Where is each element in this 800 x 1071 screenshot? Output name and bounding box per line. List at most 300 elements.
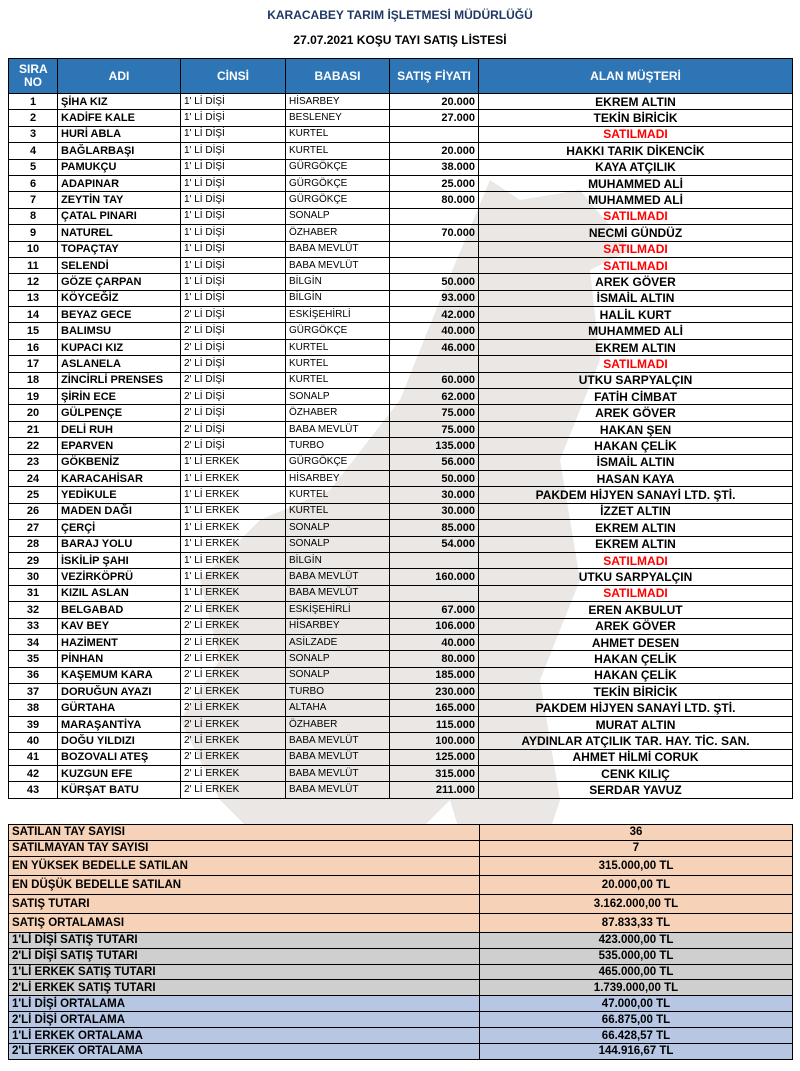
summary-row [9, 1044, 793, 1060]
cell-customer: AHMET HİLMİ CORUK [479, 749, 793, 765]
cell-type: 2' Lİ ERKEK [181, 766, 286, 782]
cell-father: BABA MEVLÜT [286, 257, 390, 273]
col-header-customer: ALAN MÜŞTERİ [479, 59, 793, 94]
cell-name: BARAJ YOLU [58, 536, 181, 552]
summary-value: 144.916,67 TL [480, 1044, 793, 1060]
cell-price: 125.000 [390, 749, 479, 765]
cell-name: ZİNCİRLİ PRENSES [58, 372, 181, 388]
table-row [9, 241, 793, 257]
cell-price: 40.000 [390, 634, 479, 650]
cell-customer: HAKKI TARIK DİKENCİK [479, 143, 793, 159]
cell-type: 1' Lİ ERKEK [181, 569, 286, 585]
cell-father: KURTEL [286, 339, 390, 355]
table-row [9, 339, 793, 355]
table-row [9, 733, 793, 749]
col-header-father: BABASI [286, 59, 390, 94]
cell-price: 85.000 [390, 520, 479, 536]
cell-type: 2' Lİ DİŞİ [181, 339, 286, 355]
cell-customer: EKREM ALTIN [479, 94, 793, 110]
cell-type: 2' Lİ DİŞİ [181, 421, 286, 437]
cell-name: KAV BEY [58, 618, 181, 634]
cell-father: SONALP [286, 520, 390, 536]
table-row [9, 651, 793, 667]
cell-type: 1' Lİ DİŞİ [181, 290, 286, 306]
cell-price: 135.000 [390, 438, 479, 454]
cell-name: ZEYTİN TAY [58, 192, 181, 208]
cell-no: 30 [9, 569, 58, 585]
cell-no: 35 [9, 651, 58, 667]
cell-father: GÜRGÖKÇE [286, 159, 390, 175]
cell-type: 1' Lİ ERKEK [181, 487, 286, 503]
table-row [9, 782, 793, 798]
cell-father: KURTEL [286, 372, 390, 388]
summary-table [8, 824, 793, 1060]
cell-type: 1' Lİ DİŞİ [181, 192, 286, 208]
cell-father: KURTEL [286, 356, 390, 372]
table-row [9, 585, 793, 601]
summary-row [9, 1028, 793, 1044]
summary-row [9, 825, 793, 841]
cell-father: BABA MEVLÜT [286, 782, 390, 798]
summary-row [9, 875, 793, 894]
cell-no: 5 [9, 159, 58, 175]
summary-label: SATILMAYAN TAY SAYISI [9, 840, 480, 856]
cell-name: ÇERÇİ [58, 520, 181, 536]
cell-price: 100.000 [390, 733, 479, 749]
cell-customer: UTKU SARPYALÇIN [479, 569, 793, 585]
cell-father: KURTEL [286, 503, 390, 519]
summary-row [9, 932, 793, 948]
summary-value: 20.000,00 TL [480, 875, 793, 894]
table-row [9, 389, 793, 405]
cell-no: 8 [9, 208, 58, 224]
cell-type: 1' Lİ ERKEK [181, 536, 286, 552]
cell-type: 1' Lİ DİŞİ [181, 159, 286, 175]
cell-price: 67.000 [390, 602, 479, 618]
table-header-row [9, 59, 793, 94]
cell-price: 50.000 [390, 470, 479, 486]
cell-father: BİLGİN [286, 290, 390, 306]
cell-no: 19 [9, 389, 58, 405]
cell-type: 2' Lİ ERKEK [181, 651, 286, 667]
cell-name: KÜRŞAT BATU [58, 782, 181, 798]
cell-price: 75.000 [390, 405, 479, 421]
cell-price: 211.000 [390, 782, 479, 798]
cell-father: BESLENEY [286, 110, 390, 126]
cell-price: 30.000 [390, 487, 479, 503]
cell-no: 26 [9, 503, 58, 519]
cell-father: BABA MEVLÜT [286, 569, 390, 585]
cell-name: BEYAZ GECE [58, 307, 181, 323]
cell-no: 15 [9, 323, 58, 339]
table-row [9, 126, 793, 142]
table-row [9, 257, 793, 273]
table-body [9, 94, 793, 799]
cell-name: BELGABAD [58, 602, 181, 618]
table-row [9, 667, 793, 683]
table-row [9, 208, 793, 224]
cell-type: 2' Lİ ERKEK [181, 700, 286, 716]
cell-father: BABA MEVLÜT [286, 766, 390, 782]
cell-price [390, 257, 479, 273]
cell-type: 1' Lİ ERKEK [181, 454, 286, 470]
cell-father: HİSARBEY [286, 94, 390, 110]
summary-label: SATILAN TAY SAYISI [9, 825, 480, 841]
cell-price: 30.000 [390, 503, 479, 519]
summary-row [9, 840, 793, 856]
cell-price: 160.000 [390, 569, 479, 585]
cell-father: GÜRGÖKÇE [286, 175, 390, 191]
cell-father: GÜRGÖKÇE [286, 454, 390, 470]
cell-father: SONALP [286, 208, 390, 224]
cell-father: ASİLZADE [286, 634, 390, 650]
summary-value: 66.428,57 TL [480, 1028, 793, 1044]
cell-customer: SATILMADI [479, 208, 793, 224]
cell-price: 27.000 [390, 110, 479, 126]
summary-label: 2'Lİ DİŞİ SATIŞ TUTARI [9, 948, 480, 964]
cell-father: ÖZHABER [286, 716, 390, 732]
summary-value: 423.000,00 TL [480, 932, 793, 948]
cell-type: 2' Lİ DİŞİ [181, 438, 286, 454]
summary-row [9, 980, 793, 996]
cell-customer: EKREM ALTIN [479, 339, 793, 355]
cell-type: 2' Lİ ERKEK [181, 716, 286, 732]
cell-father: TURBO [286, 684, 390, 700]
cell-no: 16 [9, 339, 58, 355]
cell-type: 1' Lİ DİŞİ [181, 257, 286, 273]
cell-father: BABA MEVLÜT [286, 749, 390, 765]
cell-customer: HAKAN ŞEN [479, 421, 793, 437]
summary-label: SATIŞ TUTARI [9, 894, 480, 913]
cell-name: GÜRTAHA [58, 700, 181, 716]
cell-father: ESKİŞEHİRLİ [286, 307, 390, 323]
cell-customer: İSMAİL ALTIN [479, 290, 793, 306]
cell-customer: PAKDEM HİJYEN SANAYİ LTD. ŞTİ. [479, 700, 793, 716]
cell-name: KARACAHİSAR [58, 470, 181, 486]
cell-no: 28 [9, 536, 58, 552]
cell-price: 62.000 [390, 389, 479, 405]
cell-type: 2' Lİ DİŞİ [181, 356, 286, 372]
cell-father: SONALP [286, 536, 390, 552]
col-header-no [9, 59, 58, 94]
table-row [9, 94, 793, 110]
cell-type: 1' Lİ ERKEK [181, 503, 286, 519]
cell-name: SELENDİ [58, 257, 181, 273]
summary-value: 36 [480, 825, 793, 841]
cell-price: 80.000 [390, 651, 479, 667]
cell-type: 1' Lİ DİŞİ [181, 241, 286, 257]
table-row [9, 225, 793, 241]
cell-type: 1' Lİ DİŞİ [181, 274, 286, 290]
summary-value: 465.000,00 TL [480, 964, 793, 980]
cell-price [390, 585, 479, 601]
cell-customer: HALİL KURT [479, 307, 793, 323]
cell-name: BOZOVALI ATEŞ [58, 749, 181, 765]
table-row [9, 421, 793, 437]
cell-price: 20.000 [390, 143, 479, 159]
summary-label: 1'Lİ ERKEK SATIŞ TUTARI [9, 964, 480, 980]
sales-table [8, 58, 793, 799]
table-row [9, 503, 793, 519]
cell-customer: SATILMADI [479, 257, 793, 273]
cell-name: DORUĞUN AYAZI [58, 684, 181, 700]
table-row [9, 372, 793, 388]
cell-customer: PAKDEM HİJYEN SANAYİ LTD. ŞTİ. [479, 487, 793, 503]
cell-customer: MUHAMMED ALİ [479, 175, 793, 191]
cell-customer: HAKAN ÇELİK [479, 651, 793, 667]
cell-customer: SATILMADI [479, 356, 793, 372]
cell-name: KAŞEMUM KARA [58, 667, 181, 683]
cell-name: GÖZE ÇARPAN [58, 274, 181, 290]
cell-customer: KAYA ATÇILIK [479, 159, 793, 175]
table-row [9, 602, 793, 618]
cell-no: 39 [9, 716, 58, 732]
cell-no: 40 [9, 733, 58, 749]
cell-customer: HAKAN ÇELİK [479, 438, 793, 454]
summary-row [9, 913, 793, 932]
cell-no: 21 [9, 421, 58, 437]
cell-name: İSKİLİP ŞAHI [58, 552, 181, 568]
table-row [9, 159, 793, 175]
cell-name: HAZİMENT [58, 634, 181, 650]
cell-customer: AHMET DESEN [479, 634, 793, 650]
cell-customer: EKREM ALTIN [479, 536, 793, 552]
cell-father: HİSARBEY [286, 618, 390, 634]
cell-price: 80.000 [390, 192, 479, 208]
cell-name: VEZİRKÖPRÜ [58, 569, 181, 585]
cell-type: 1' Lİ DİŞİ [181, 225, 286, 241]
cell-price [390, 126, 479, 142]
cell-no: 4 [9, 143, 58, 159]
table-row [9, 618, 793, 634]
cell-no: 20 [9, 405, 58, 421]
cell-no: 37 [9, 684, 58, 700]
cell-type: 1' Lİ ERKEK [181, 470, 286, 486]
cell-price: 115.000 [390, 716, 479, 732]
cell-customer: İSMAİL ALTIN [479, 454, 793, 470]
cell-father: SONALP [286, 667, 390, 683]
cell-name: ADAPINAR [58, 175, 181, 191]
cell-name: BALIMSU [58, 323, 181, 339]
cell-father: TURBO [286, 438, 390, 454]
summary-row [9, 1012, 793, 1028]
table-row [9, 536, 793, 552]
table-row [9, 700, 793, 716]
cell-type: 2' Lİ ERKEK [181, 667, 286, 683]
cell-father: GÜRGÖKÇE [286, 192, 390, 208]
cell-price: 42.000 [390, 307, 479, 323]
table-row [9, 110, 793, 126]
cell-father: BABA MEVLÜT [286, 585, 390, 601]
summary-value: 7 [480, 840, 793, 856]
cell-name: PAMUKÇU [58, 159, 181, 175]
summary-value: 47.000,00 TL [480, 996, 793, 1012]
cell-type: 1' Lİ ERKEK [181, 552, 286, 568]
table-row [9, 323, 793, 339]
cell-no: 24 [9, 470, 58, 486]
cell-no: 27 [9, 520, 58, 536]
cell-type: 1' Lİ DİŞİ [181, 143, 286, 159]
table-row [9, 634, 793, 650]
cell-no: 25 [9, 487, 58, 503]
summary-label: 1'Lİ DİŞİ ORTALAMA [9, 996, 480, 1012]
cell-customer: SATILMADI [479, 241, 793, 257]
cell-father: SONALP [286, 389, 390, 405]
cell-name: KADİFE KALE [58, 110, 181, 126]
summary-row [9, 964, 793, 980]
table-row [9, 290, 793, 306]
cell-type: 2' Lİ ERKEK [181, 618, 286, 634]
cell-no: 23 [9, 454, 58, 470]
table-row [9, 470, 793, 486]
cell-type: 1' Lİ ERKEK [181, 520, 286, 536]
cell-price [390, 241, 479, 257]
cell-no: 22 [9, 438, 58, 454]
cell-father: SONALP [286, 651, 390, 667]
cell-price: 106.000 [390, 618, 479, 634]
cell-type: 2' Lİ ERKEK [181, 684, 286, 700]
cell-father: ÖZHABER [286, 405, 390, 421]
table-row [9, 192, 793, 208]
cell-father: ÖZHABER [286, 225, 390, 241]
cell-type: 2' Lİ DİŞİ [181, 323, 286, 339]
col-header-no-label: SIRA NO [19, 62, 48, 89]
summary-label: EN DÜŞÜK BEDELLE SATILAN [9, 875, 480, 894]
cell-customer: İZZET ALTIN [479, 503, 793, 519]
cell-father: KURTEL [286, 126, 390, 142]
cell-customer: SATILMADI [479, 126, 793, 142]
cell-no: 11 [9, 257, 58, 273]
cell-price: 165.000 [390, 700, 479, 716]
cell-type: 2' Lİ ERKEK [181, 634, 286, 650]
cell-type: 1' Lİ DİŞİ [181, 175, 286, 191]
summary-row [9, 996, 793, 1012]
table-row [9, 766, 793, 782]
cell-type: 1' Lİ DİŞİ [181, 94, 286, 110]
page-title: KARACABEY TARIM İŞLETMESİ MÜDÜRLÜĞÜ [267, 8, 533, 22]
cell-name: ÇATAL PINARI [58, 208, 181, 224]
cell-father: KURTEL [286, 143, 390, 159]
summary-row [9, 894, 793, 913]
cell-name: MARAŞANTİYA [58, 716, 181, 732]
cell-name: TOPAÇTAY [58, 241, 181, 257]
summary-body [9, 825, 793, 1060]
summary-label: 2'Lİ ERKEK ORTALAMA [9, 1044, 480, 1060]
cell-no: 7 [9, 192, 58, 208]
cell-name: ŞİHA KIZ [58, 94, 181, 110]
cell-name: PİNHAN [58, 651, 181, 667]
cell-type: 2' Lİ DİŞİ [181, 372, 286, 388]
cell-no: 42 [9, 766, 58, 782]
summary-row [9, 856, 793, 875]
cell-father: BABA MEVLÜT [286, 421, 390, 437]
cell-no: 13 [9, 290, 58, 306]
cell-type: 2' Lİ DİŞİ [181, 307, 286, 323]
cell-name: EPARVEN [58, 438, 181, 454]
cell-no: 1 [9, 94, 58, 110]
cell-father: BABA MEVLÜT [286, 733, 390, 749]
summary-value: 1.739.000,00 TL [480, 980, 793, 996]
summary-label: 2'Lİ DİŞİ ORTALAMA [9, 1012, 480, 1028]
cell-price: 315.000 [390, 766, 479, 782]
summary-label: 1'Lİ ERKEK ORTALAMA [9, 1028, 480, 1044]
cell-price: 93.000 [390, 290, 479, 306]
cell-father: BİLGİN [286, 552, 390, 568]
summary-row [9, 948, 793, 964]
table-row [9, 143, 793, 159]
cell-customer: NECMİ GÜNDÜZ [479, 225, 793, 241]
table-row [9, 438, 793, 454]
cell-no: 31 [9, 585, 58, 601]
table-row [9, 716, 793, 732]
cell-name: NATUREL [58, 225, 181, 241]
cell-father: HİSARBEY [286, 470, 390, 486]
cell-no: 2 [9, 110, 58, 126]
cell-price: 38.000 [390, 159, 479, 175]
table-row [9, 569, 793, 585]
cell-customer: TEKİN BİRİCİK [479, 684, 793, 700]
table-row [9, 356, 793, 372]
col-header-name: ADI [58, 59, 181, 94]
cell-father: ESKİŞEHİRLİ [286, 602, 390, 618]
summary-label: SATIŞ ORTALAMASI [9, 913, 480, 932]
cell-customer: EKREM ALTIN [479, 520, 793, 536]
cell-type: 2' Lİ DİŞİ [181, 389, 286, 405]
summary-label: EN YÜKSEK BEDELLE SATILAN [9, 856, 480, 875]
cell-name: GÜLPENÇE [58, 405, 181, 421]
cell-no: 34 [9, 634, 58, 650]
cell-type: 1' Lİ DİŞİ [181, 126, 286, 142]
table-row [9, 684, 793, 700]
cell-name: YEDİKULE [58, 487, 181, 503]
cell-customer: SERDAR YAVUZ [479, 782, 793, 798]
cell-name: BAĞLARBAŞI [58, 143, 181, 159]
cell-customer: EREN AKBULUT [479, 602, 793, 618]
cell-type: 2' Lİ ERKEK [181, 733, 286, 749]
cell-no: 12 [9, 274, 58, 290]
cell-no: 9 [9, 225, 58, 241]
cell-price: 75.000 [390, 421, 479, 437]
cell-no: 32 [9, 602, 58, 618]
cell-father: ALTAHA [286, 700, 390, 716]
cell-name: HURİ ABLA [58, 126, 181, 142]
cell-price [390, 552, 479, 568]
cell-price: 60.000 [390, 372, 479, 388]
cell-no: 43 [9, 782, 58, 798]
cell-price: 20.000 [390, 94, 479, 110]
cell-price [390, 208, 479, 224]
cell-no: 29 [9, 552, 58, 568]
cell-customer: AYDINLAR ATÇILIK TAR. HAY. TİC. SAN. [479, 733, 793, 749]
table-row [9, 454, 793, 470]
cell-type: 1' Lİ ERKEK [181, 585, 286, 601]
cell-father: KURTEL [286, 487, 390, 503]
cell-customer: MUHAMMED ALİ [479, 323, 793, 339]
cell-no: 18 [9, 372, 58, 388]
cell-type: 2' Lİ ERKEK [181, 782, 286, 798]
cell-price: 230.000 [390, 684, 479, 700]
cell-name: MADEN DAĞI [58, 503, 181, 519]
table-row [9, 405, 793, 421]
cell-name: KUZGUN EFE [58, 766, 181, 782]
cell-customer: TEKİN BİRİCİK [479, 110, 793, 126]
cell-no: 33 [9, 618, 58, 634]
cell-customer: MURAT ALTIN [479, 716, 793, 732]
cell-name: DELİ RUH [58, 421, 181, 437]
cell-name: GÖKBENİZ [58, 454, 181, 470]
cell-customer: FATİH CİMBAT [479, 389, 793, 405]
col-header-price: SATIŞ FİYATI [390, 59, 479, 94]
